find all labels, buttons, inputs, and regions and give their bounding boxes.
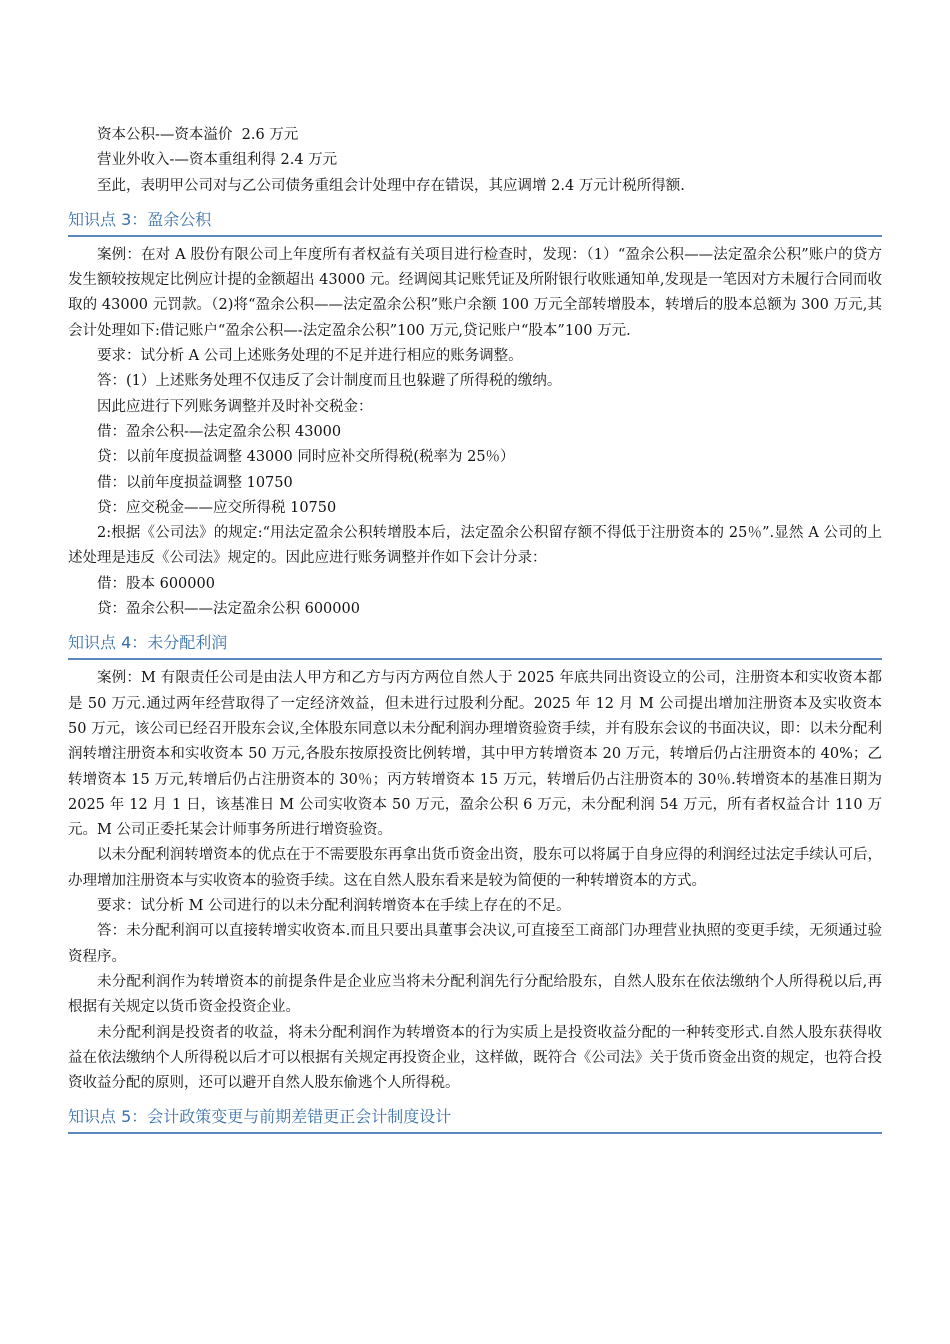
section-knowledge-5 bbox=[68, 1106, 882, 1134]
journal-entry: 贷：盈余公积——法定盈余公积 600000 bbox=[97, 601, 360, 618]
intro-line: 资本公积-—资本溢价 2.6 万元 bbox=[97, 127, 299, 143]
journal-entry: 贷：应交税金——应交所得税 10750 bbox=[97, 499, 337, 516]
journal-entry: 借：盈余公积-—法定盈余公积 43000 bbox=[97, 423, 342, 440]
paragraph: 案例：在对 A 股份有限公司上年度所有者权益有关项目进行检查时，发现：（1）“盈余公积——法定盈余公积”账户的贷方发生额较按规定比例应计提的金额超出 43000 元。经调阅其记账凭证及所附银行收账通知单,发现是一笔因对方未履行合同而收取的 43000 元罚款。（2)将“盈余公积——法定盈余公积”账户余额 100 万元全部转增股本，转增后的股本总额为 300 万元,其会计处理如下:借记账户“盈余公积—-法定盈余公积”100 万元,贷记账户“股本”100 万元. bbox=[68, 246, 882, 339]
journal-entry: 贷：以前年度损益调整 43000 同时应补交所得税(税率为 25％） bbox=[97, 449, 515, 466]
paragraph: 答：未分配利润可以直接转增实收资本.而且只要出具董事会决议,可直接至工商部门办理营业执照的变更手续，无须通过验资程序。 bbox=[68, 923, 882, 965]
section-heading: 知识点 3：盈余公积 bbox=[68, 209, 882, 237]
journal-entry: 借：股本 600000 bbox=[97, 575, 215, 592]
intro-line: 营业外收入-—资本重组利得 2.4 万元 bbox=[97, 152, 338, 169]
section-heading: 知识点 5：会计政策变更与前期差错更正会计制度设计 bbox=[68, 1106, 882, 1134]
paragraph: 未分配利润作为转增资本的前提条件是企业应当将未分配利润先行分配给股东，自然人股东在依法缴纳个人所得税以后,再根据有关规定以货币资金投资企业。 bbox=[68, 973, 882, 1016]
paragraph: 案例：M 有限责任公司是由法人甲方和乙方与丙方两位自然人于 2025 年底共同出资设立的公司，注册资本和实收资本都是 50 万元.通过两年经营取得了一定经济效益，但未进行过股利分配。2025 年 12 月 M 公司提出增加注册资本及实收资本 50 万元，该公司已经召开股东会议,全体股东同意以未分配利润办理增资验资手续，并有股东会议的书面决议，即：以未分配利润转增注册资本和实收资本 50 万元,各股东按原投资比例转增，其中甲方转增资本 20 万元，转增后仍占注册资本的 40%；乙转增资本 15 万元,转增后仍占注册资本的 30％；丙方转增资本 15 万元，转增后仍占注册资本的 30％.转增资本的基准日期为 2025 年 12 月 1 日，该基准日 M 公司实收资本 50 万元，盈余公积 6 万元，未分配利润 54 万元，所有者权益合计 110 万元。M 公司正委托某会计师事务所进行增资验资。 bbox=[68, 670, 887, 839]
paragraph: 答：(1）上述账务处理不仅违反了会计制度而且也躲避了所得税的缴纳。 bbox=[97, 373, 562, 390]
journal-entry: 借：以前年度损益调整 10750 bbox=[97, 474, 293, 491]
paragraph: 2:根据《公司法》的规定:“用法定盈余公积转增股本后，法定盈余公积留存额不得低于注册资本的 25％”.显然 A 公司的上述处理是违反《公司法》规定的。因此应进行账务调整并作如下会计分录： bbox=[68, 525, 882, 567]
paragraph: 要求：试分析 A 公司上述账务处理的不足并进行相应的账务调整。 bbox=[97, 348, 523, 365]
paragraph: 未分配利润是投资者的收益，将未分配利润作为转增资本的行为实质上是投资收益分配的一种转变形式.自然人股东获得收益在依法缴纳个人所得税以后才可以根据有关规定再投资企业，这样做，既符合《公司法》关于货币资金出资的规定，也符合投资收益分配的原则，还可以避开自然人股东偷逃个人所得税。 bbox=[68, 1024, 882, 1092]
intro-line: 至此，表明甲公司对与乙公司债务重组会计处理中存在错误，其应调增 2.4 万元计税所得额. bbox=[97, 177, 685, 194]
section-heading: 知识点 4：未分配利润 bbox=[68, 632, 882, 660]
section-knowledge-3 bbox=[68, 209, 882, 622]
paragraph: 因此应进行下列账务调整并及时补交税金： bbox=[97, 398, 373, 415]
paragraph: 要求：试分析 M 公司进行的以未分配利润转增资本在手续上存在的不足。 bbox=[97, 898, 571, 915]
paragraph: 以未分配利润转增资本的优点在于不需要股东再拿出货币资金出资，股东可以将属于自身应得的利润经过法定手续认可后，办理增加注册资本与实收资本的验资手续。这在自然人股东看来是较为简便的一种转增资本的方式。 bbox=[68, 847, 882, 889]
section-knowledge-4 bbox=[68, 632, 887, 1096]
